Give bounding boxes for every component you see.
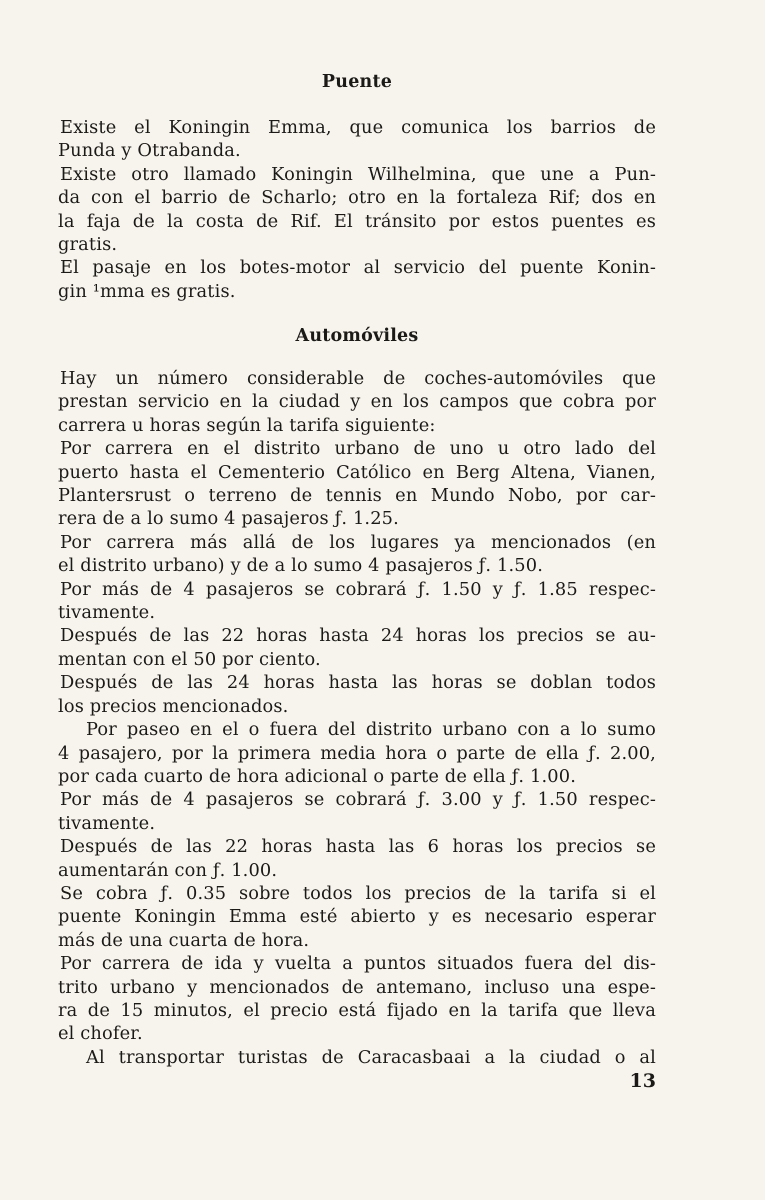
text-line: Después de las 22 horas hasta 24 horas los precios se au- [60,625,656,647]
text-line: Por más de 4 pasajeros se cobrará ƒ. 1.50 y ƒ. 1.85 respec- [60,578,656,600]
text-line: Después de las 22 horas hasta las 6 horas los precios se [60,836,656,858]
text-line: da con el barrio de Scharlo; otro en la fortaleza Rif; dos en [58,187,656,209]
section-body-automoviles [58,367,656,1069]
text-line: Punda y Otrabanda. [58,140,241,162]
text-line: El pasaje en los botes-motor al servicio del puente Konin- [60,257,656,279]
text-line: puerto hasta el Cementerio Católico en Berg Altena, Vianen, [58,461,656,483]
text-line: tivamente. [58,812,156,834]
book-page [58,0,656,1200]
text-line: ra de 15 minutos, el precio está fijado en la tarifa que lleva [58,999,656,1021]
text-line: Existe el Koningin Emma, que comunica los barrios de [60,117,656,138]
text-line: Plantersrust o terreno de tennis en Mundo Nobo, por car- [58,485,656,507]
section-title-puente: Puente [321,72,393,92]
text-line: Existe otro llamado Koningin Wilhelmina, que une a Pun- [60,163,656,185]
text-line: Por paseo en el o fuera del distrito urbano con a lo sumo [86,719,656,741]
text-line: Por más de 4 pasajeros se cobrará ƒ. 3.00 y ƒ. 1.50 respec- [60,789,656,811]
text-line: rera de a lo sumo 4 pasajeros ƒ. 1.25. [58,508,399,530]
text-line: gratis. [58,234,118,256]
text-line: por cada cuarto de hora adicional o parte de ella ƒ. 1.00. [58,765,577,787]
text-line: el distrito urbano) y de a lo sumo 4 pasajeros ƒ. 1.50. [58,555,543,577]
text-line: Por carrera en el distrito urbano de uno u otro lado del [60,438,656,460]
text-line: los precios mencionados. [58,695,289,717]
text-line: mentan con el 50 por ciento. [58,648,321,670]
text-line: aumentarán con ƒ. 1.00. [58,859,278,881]
text-line: Se cobra ƒ. 0.35 sobre todos los precios de la tarifa si el [60,882,656,904]
section-title-automoviles: Automóviles [295,326,419,346]
section-body-puente [58,116,656,303]
text-line: Por carrera más allá de los lugares ya mencionados (en [60,531,656,553]
text-line: Por carrera de ida y vuelta a puntos situados fuera del dis- [60,953,656,975]
text-line: Después de las 24 horas hasta las horas se doblan todos [60,672,656,694]
text-line: gin ¹mma es gratis. [58,280,236,302]
page-number: 13 [629,1070,656,1092]
text-line: la faja de la costa de Rif. El tránsito por estos puentes es [58,210,656,232]
text-line: Al transportar turistas de Caracasbaai a la ciudad o al [86,1046,656,1068]
text-line: Hay un número considerable de coches-automóviles que [60,368,656,389]
text-line: trito urbano y mencionados de antemano, incluso una espe- [58,976,656,998]
text-line: prestan servicio en la ciudad y en los campos que cobra por [58,391,656,413]
text-line: el chofer. [58,1023,143,1045]
text-line: más de una cuarta de hora. [58,929,310,951]
text-line: tivamente. [58,602,156,624]
text-line: carrera u horas según la tarifa siguiente: [58,414,436,436]
text-line: puente Koningin Emma esté abierto y es necesario esperar [58,906,656,928]
text-line: 4 pasajero, por la primera media hora o parte de ella ƒ. 2.00, [58,742,656,764]
